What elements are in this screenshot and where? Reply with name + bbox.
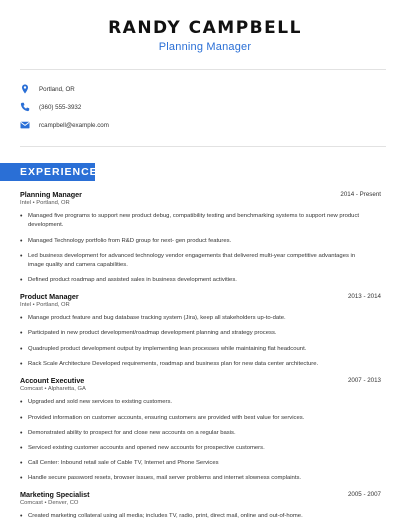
contact-location	[20, 83, 75, 95]
job-bullet: • Managed Technology portfolio from R&D group for next- gen product features.	[20, 238, 232, 245]
job-title: Planning Manager	[20, 190, 82, 199]
job-company: Intel	[20, 200, 31, 206]
job-location: Alpharetta, GA	[47, 386, 86, 392]
job-bullet: • Defined product roadmap and assisted sales in business development activities.	[20, 277, 237, 284]
phone-icon	[20, 102, 30, 112]
job-bullet: • Upgraded and sold new services to existing customers.	[20, 399, 173, 406]
job-title: Marketing Specialist	[20, 490, 90, 499]
header-divider	[20, 69, 386, 70]
job-bullet: • Serviced existing customer accounts and opened new accounts for prospective customers.	[20, 445, 265, 452]
job-company: Intel	[20, 302, 31, 308]
job-role-title: Planning Manager	[158, 41, 252, 53]
job-title: Account Executive	[20, 376, 85, 385]
job-dates: 2007 - 2013	[347, 377, 381, 384]
job-bullet: • Manage product feature and bug database tracking system (Jira), keep all stakeholders up-to-date.	[20, 315, 286, 322]
job-bullet: • Demonstrated ability to prospect for and close new accounts on a regular basis.	[20, 430, 236, 437]
job-company: Comcast	[20, 386, 43, 392]
contact-email	[20, 119, 109, 131]
contact-phone	[20, 101, 81, 113]
job-title: Product Manager	[20, 292, 79, 301]
job-location: Portland, OR	[36, 200, 70, 206]
job-company-location: Comcast • Alpharetta, GA	[20, 386, 86, 392]
job-bullet: • Managed five programs to support new product debug, compatibility testing and benchmarking systems to support new product development.	[20, 213, 360, 228]
job-location: Denver, CO	[48, 500, 79, 506]
job-company-location: Intel • Portland, OR	[20, 302, 70, 308]
phone-text: (360) 555-3932	[39, 103, 82, 111]
candidate-name: RANDY CAMPBELL	[108, 18, 302, 38]
location-text: Portland, OR	[39, 85, 75, 93]
job-bullet: • Call Center: Inbound retail sale of Cable TV, Internet and Phone Services	[20, 460, 219, 467]
job-bullet: • Led business development for advanced technology vendor engagements that delivered multi-year competitive advantages in image quality and camera capabilities.	[20, 253, 356, 268]
email-text: rcampbell@example.com	[39, 121, 109, 129]
pin-icon	[20, 84, 30, 94]
job-company-location: Intel • Portland, OR	[20, 200, 70, 206]
job-company-location: Comcast • Denver, CO	[20, 500, 79, 506]
contact-divider	[20, 146, 386, 147]
job-dates: 2005 - 2007	[347, 491, 381, 498]
mail-icon	[20, 120, 30, 130]
job-bullet: • Provided information on customer accounts, ensuring customers are provided with best value for services.	[20, 415, 305, 422]
job-bullet: • Participated in new product development/roadmap development planning and strategy process.	[20, 330, 277, 337]
job-bullet: • Handle secure password resets, browser issues, mail server problems and internet slowness complaints.	[20, 475, 302, 482]
job-dates: 2013 - 2014	[347, 293, 381, 300]
section-heading-experience: EXPERIENCE	[0, 163, 95, 181]
job-bullet: • Created marketing collateral using all media; includes TV, radio, print, direct mail, online and out-of-home.	[20, 513, 303, 520]
job-bullet: • Quadrupled product development output by implementing lean processes while maintaining flat headcount.	[20, 346, 307, 353]
job-dates: 2014 - Present	[340, 191, 381, 198]
job-location: Portland, OR	[36, 302, 70, 308]
job-company: Comcast	[20, 500, 43, 506]
job-bullet: • Rack Scale Architecture Developed requirements, roadmap and business plan for new data center architecture.	[20, 361, 319, 368]
